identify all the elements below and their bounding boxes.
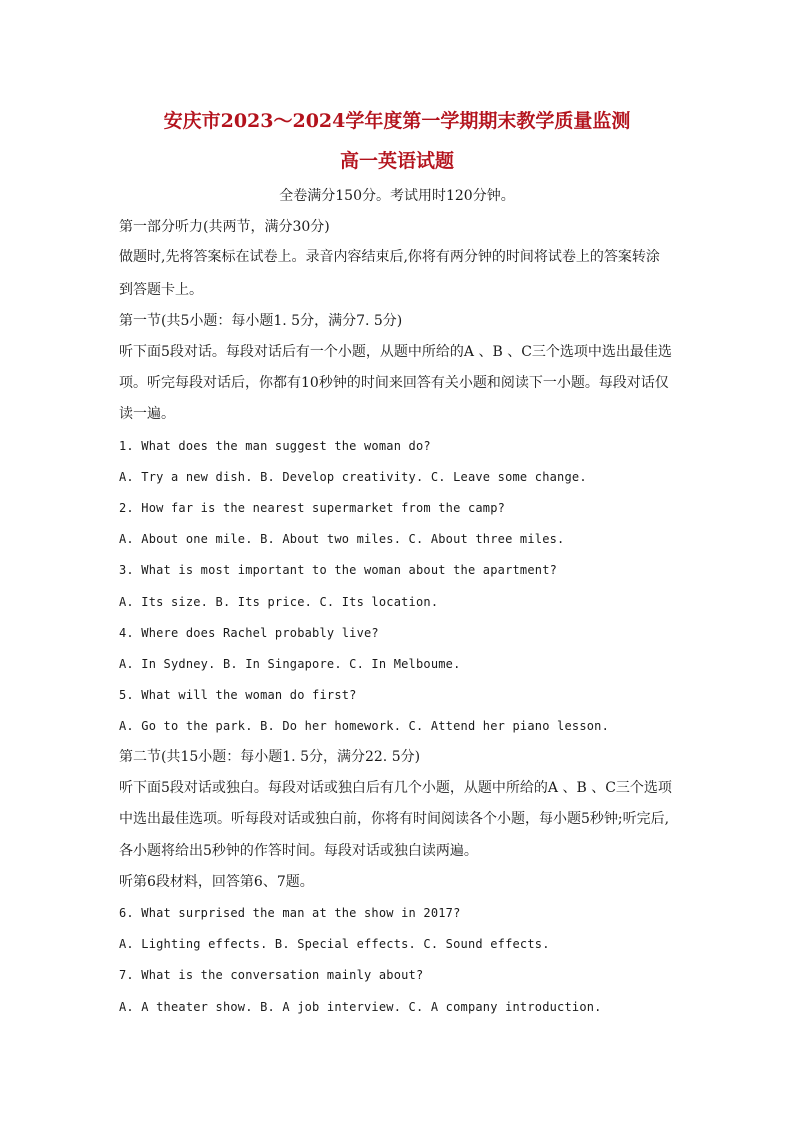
exam-title: 安庆市2023～2024学年度第一学期期末教学质量监测 [163,110,631,132]
question-1: 1. What does the man suggest the woman do? [119,439,431,453]
section1-instruction-line1: 听下面5段对话。每段对话后有一个小题，从题中所给的A 、B 、C三个选项中选出最佳选 [119,344,672,360]
section2-instruction-line3: 各小题将给出5秒钟的作答时间。每段对话或独白读两遍。 [119,843,478,859]
question-3: 3. What is most important to the woman about the apartment? [119,563,558,577]
question-7: 7. What is the conversation mainly about? [119,968,424,982]
section2-heading: 第二节(共15小题：每小题1. 5分，满分22. 5分) [119,749,421,765]
question-5-options: A. Go to the park. B. Do her homework. C. Attend her piano lesson. [119,719,610,733]
section2-instruction-line2: 中选出最佳选项。听每段对话或独白前，你将有时间阅读各个小题，每小题5秒钟;听完后, [119,811,670,827]
question-6-options: A. Lighting effects. B. Special effects. C. Sound effects. [119,937,550,951]
question-7-options: A. A theater show. B. A job interview. C. A company introduction. [119,1000,602,1014]
part1-instruction-line2: 到答题卡上。 [119,282,203,298]
question-1-options: A. Try a new dish. B. Develop creativity. C. Leave some change. [119,470,587,484]
exam-info: 全卷满分150分。考试用时120分钟。 [279,188,515,204]
part1-instruction-line1: 做题时,先将答案标在试卷上。录音内容结束后,你将有两分钟的时间将试卷上的答案转涂 [119,249,660,265]
question-6: 6. What surprised the man at the show in 2017? [119,906,461,920]
exam-subtitle: 高一英语试题 [339,150,454,172]
section1-instruction-line2: 项。听完每段对话后，你都有10秒钟的时间来回答有关小题和阅读下一小题。每段对话仅 [119,375,669,391]
question-4-options: A. In Sydney. B. In Singapore. C. In Melboume. [119,657,461,671]
question-5: 5. What will the woman do first? [119,688,357,702]
part1-heading: 第一部分听力(共两节，满分30分) [119,219,330,235]
question-2: 2. How far is the nearest supermarket from the camp? [119,501,506,515]
question-2-options: A. About one mile. B. About two miles. C. About three miles. [119,532,565,546]
section1-heading: 第一节(共5小题：每小题1. 5分，满分7. 5分) [119,313,403,329]
question-4: 4. Where does Rachel probably live? [119,626,379,640]
section1-instruction-line3: 读一遍。 [119,406,175,422]
section2-instruction-line1: 听下面5段对话或独白。每段对话或独白后有几个小题，从题中所给的A 、B 、C三个选项 [119,780,672,796]
material-intro: 听第6段材料，回答第6、7题。 [119,874,314,890]
question-3-options: A. Its size. B. Its price. C. Its location. [119,595,439,609]
